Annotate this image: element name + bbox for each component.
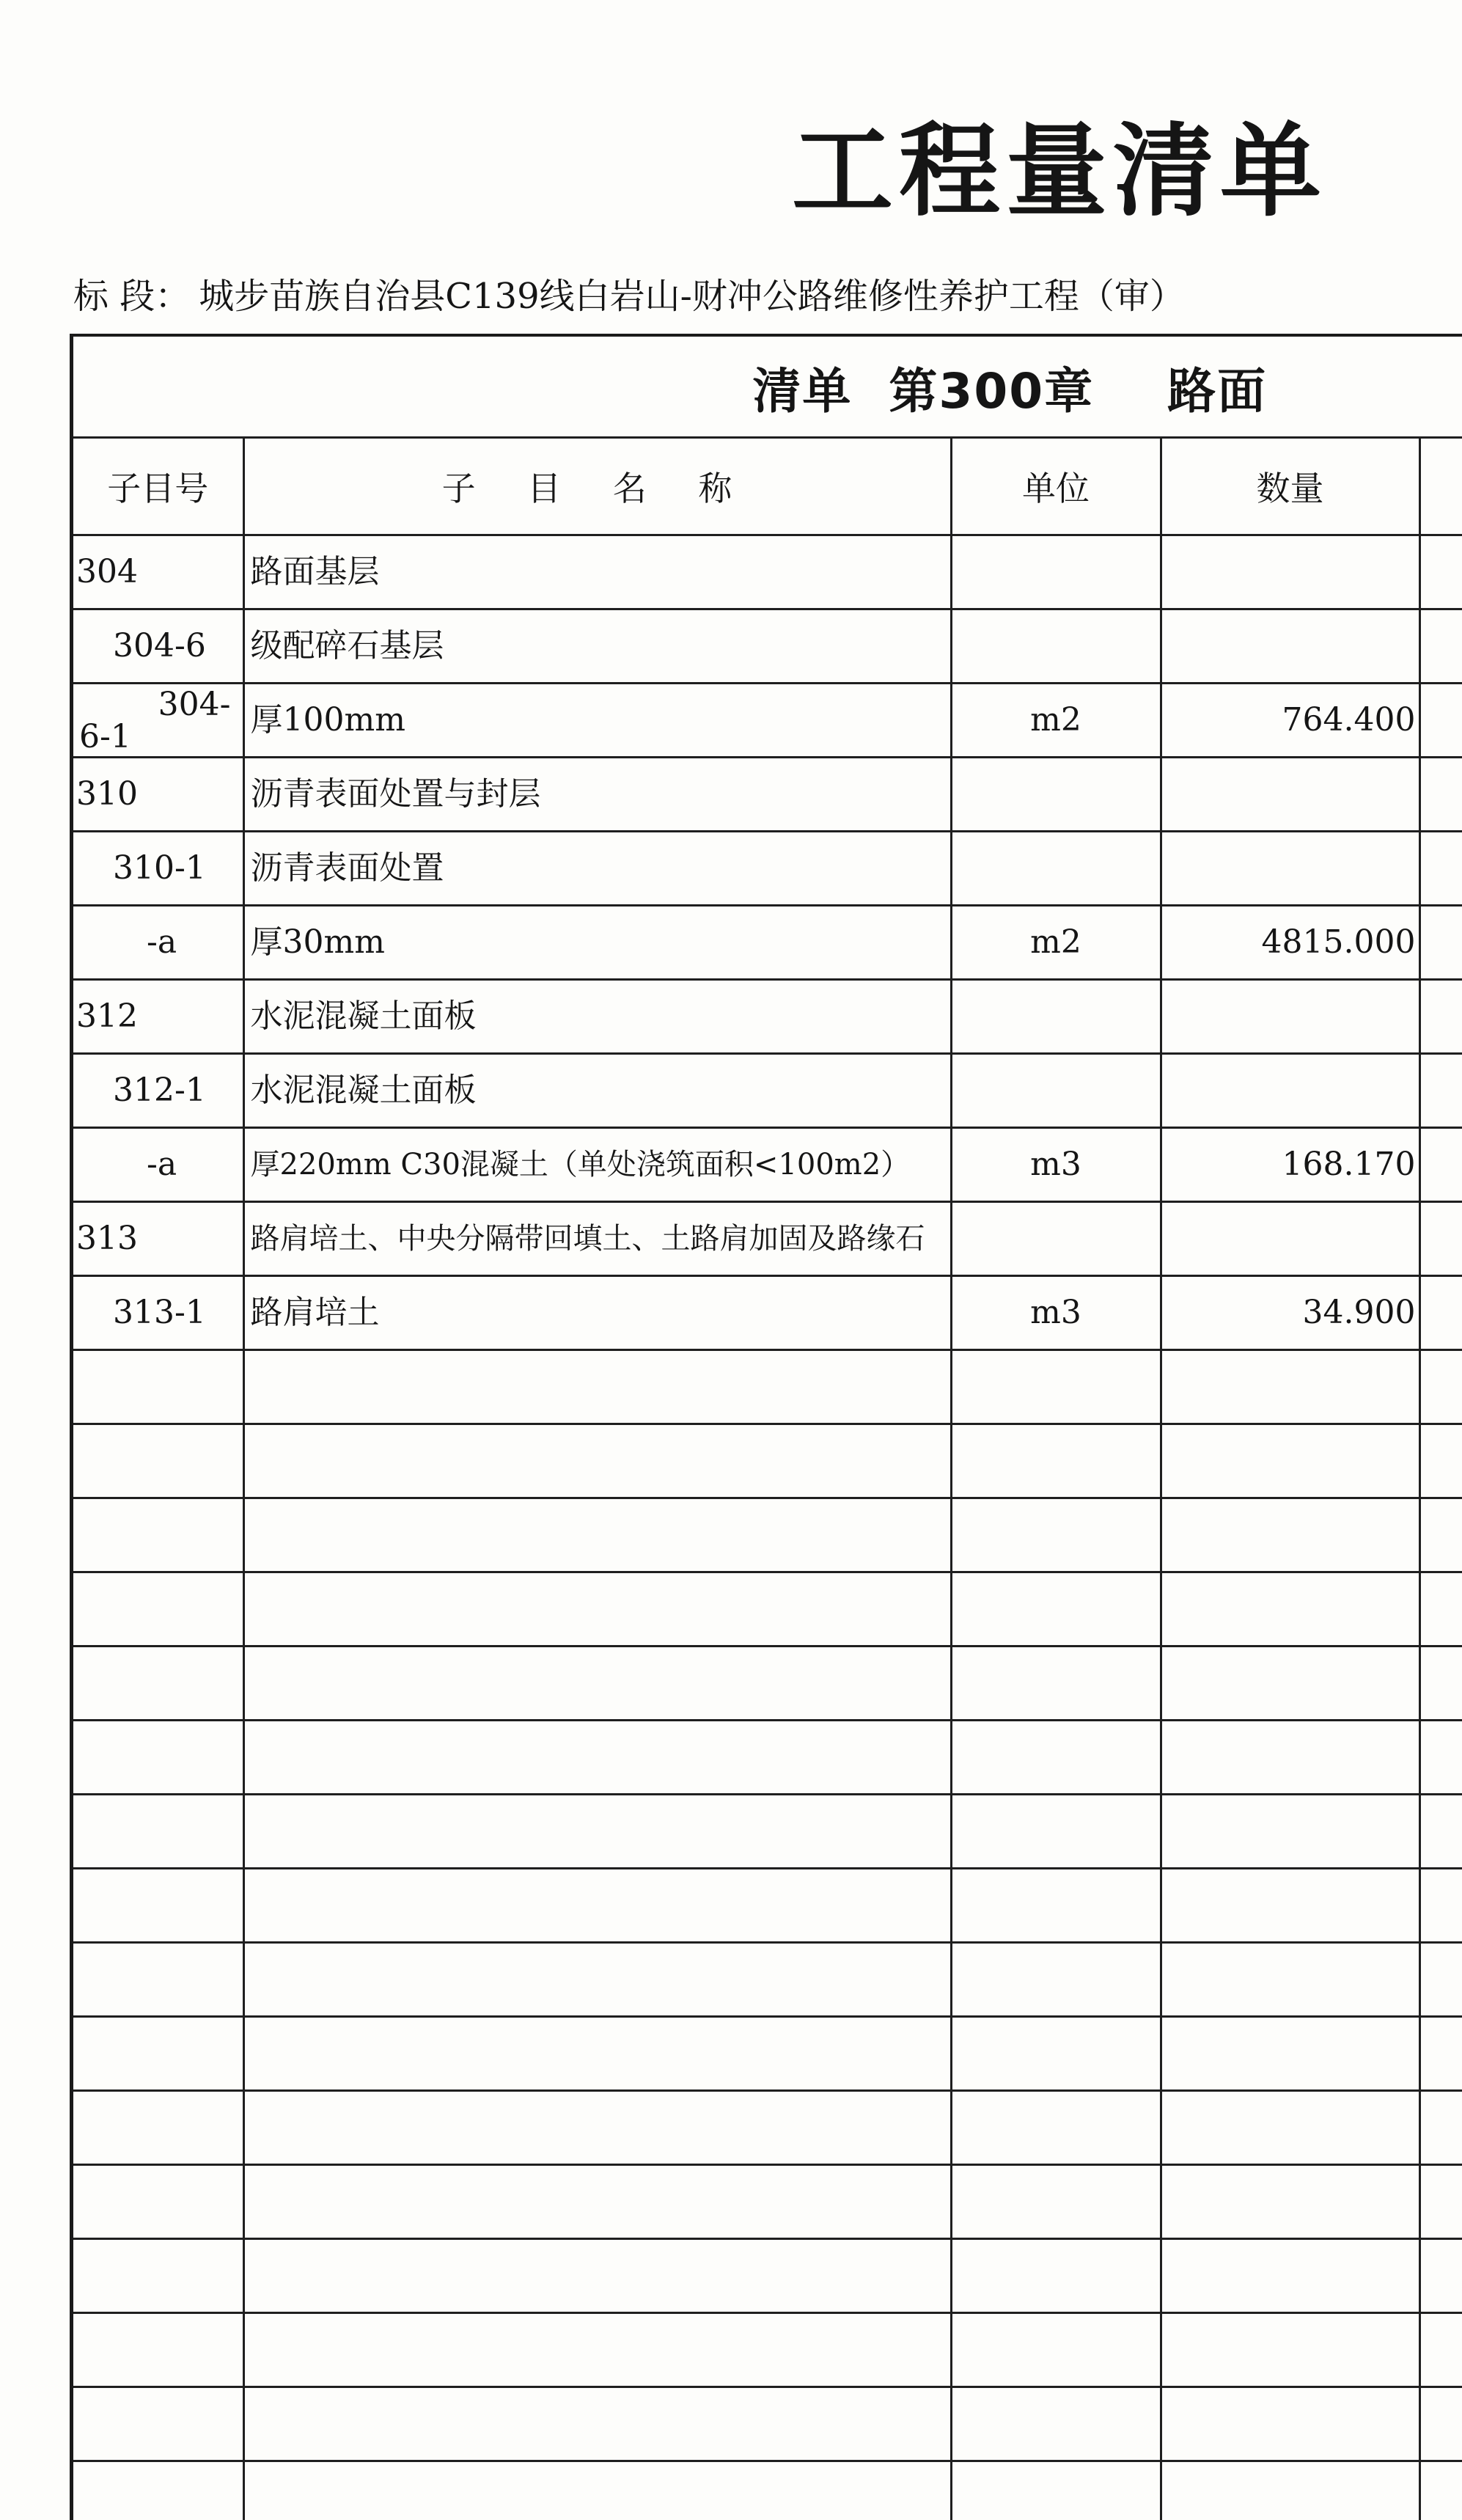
item-extra xyxy=(1419,1202,1462,1276)
empty-cell xyxy=(951,2165,1161,2239)
section-value: 城步苗族自治县C139线白岩山-财冲公路维修性养护工程（审） xyxy=(199,276,1185,317)
item-name: 水泥混凝土面板 xyxy=(243,1054,951,1128)
empty-cell xyxy=(243,1721,951,1795)
table-row xyxy=(73,832,1462,906)
empty-cell xyxy=(243,2313,951,2387)
item-extra xyxy=(1419,758,1462,832)
item-unit xyxy=(951,1054,1161,1128)
item-quantity xyxy=(1161,758,1419,832)
empty-cell xyxy=(951,1721,1161,1795)
item-name: 路肩培土 xyxy=(243,1276,951,1350)
empty-cell xyxy=(73,2017,243,2091)
header-code: 子目号 xyxy=(73,438,243,535)
empty-cell xyxy=(243,1350,951,1424)
item-code: 304-6 xyxy=(73,609,243,684)
empty-cell xyxy=(1419,1869,1462,1943)
empty-cell xyxy=(1161,1424,1419,1498)
item-quantity xyxy=(1161,1054,1419,1128)
empty-cell xyxy=(243,2017,951,2091)
empty-cell xyxy=(1419,1424,1462,1498)
item-name: 路肩培土、中央分隔带回填土、土路肩加固及路缘石 xyxy=(243,1202,951,1276)
item-quantity xyxy=(1161,832,1419,906)
empty-cell xyxy=(951,1869,1161,1943)
header-extra xyxy=(1419,438,1462,535)
item-code: 313-1 xyxy=(73,1276,243,1350)
empty-cell xyxy=(73,2165,243,2239)
item-code xyxy=(73,684,243,758)
empty-cell xyxy=(951,2461,1161,2520)
chapter-row xyxy=(73,337,1462,438)
item-quantity: 34.900 xyxy=(1161,1276,1419,1350)
empty-cell xyxy=(1161,1869,1419,1943)
empty-cell xyxy=(951,2313,1161,2387)
empty-cell xyxy=(1419,2091,1462,2165)
item-name: 沥青表面处置与封层 xyxy=(243,758,951,832)
item-extra xyxy=(1419,832,1462,906)
item-extra xyxy=(1419,906,1462,980)
empty-cell xyxy=(73,1795,243,1869)
header-row xyxy=(73,438,1462,535)
empty-cell xyxy=(1419,1721,1462,1795)
item-name: 厚220mm C30混凝土（单处浇筑面积<100m2） xyxy=(243,1128,951,1202)
empty-row xyxy=(73,2239,1462,2313)
empty-row xyxy=(73,2461,1462,2520)
header-unit: 单位 xyxy=(951,438,1161,535)
empty-cell xyxy=(243,1943,951,2017)
empty-row xyxy=(73,1498,1462,1572)
empty-cell xyxy=(73,1350,243,1424)
empty-cell xyxy=(243,2387,951,2461)
chapter-heading: 清单 第300章 路面 xyxy=(73,337,1462,438)
bill-table xyxy=(73,337,1462,2520)
empty-row xyxy=(73,2313,1462,2387)
empty-cell xyxy=(243,1795,951,1869)
item-unit xyxy=(951,832,1161,906)
empty-cell xyxy=(73,1943,243,2017)
empty-cell xyxy=(1419,1647,1462,1721)
item-name: 路面基层 xyxy=(243,535,951,609)
empty-cell xyxy=(951,1647,1161,1721)
empty-cell xyxy=(1161,2239,1419,2313)
empty-cell xyxy=(1419,2461,1462,2520)
item-code: 313 xyxy=(73,1202,243,1276)
empty-cell xyxy=(1161,2313,1419,2387)
empty-cell xyxy=(951,1424,1161,1498)
item-extra xyxy=(1419,1276,1462,1350)
empty-cell xyxy=(951,1498,1161,1572)
item-quantity xyxy=(1161,980,1419,1054)
table-row xyxy=(73,758,1462,832)
empty-cell xyxy=(951,1943,1161,2017)
item-quantity: 4815.000 xyxy=(1161,906,1419,980)
item-code: 312 xyxy=(73,980,243,1054)
empty-cell xyxy=(73,1498,243,1572)
bill-table-container xyxy=(70,334,1462,2520)
empty-row xyxy=(73,2387,1462,2461)
empty-row xyxy=(73,1721,1462,1795)
table-row xyxy=(73,609,1462,684)
item-name: 沥青表面处置 xyxy=(243,832,951,906)
empty-row xyxy=(73,1943,1462,2017)
empty-rows xyxy=(73,1350,1462,2520)
item-quantity xyxy=(1161,1202,1419,1276)
empty-cell xyxy=(243,1498,951,1572)
item-code-line2: 6-1 xyxy=(79,717,131,755)
empty-cell xyxy=(1161,2091,1419,2165)
section-line xyxy=(73,276,1185,317)
empty-cell xyxy=(1161,1795,1419,1869)
empty-cell xyxy=(1419,2239,1462,2313)
empty-cell xyxy=(73,2387,243,2461)
empty-cell xyxy=(243,1869,951,1943)
empty-cell xyxy=(1161,2017,1419,2091)
table-row xyxy=(73,1054,1462,1128)
empty-row xyxy=(73,1869,1462,1943)
empty-cell xyxy=(1161,2387,1419,2461)
empty-cell xyxy=(1161,1350,1419,1424)
item-quantity xyxy=(1161,535,1419,609)
empty-row xyxy=(73,1647,1462,1721)
item-extra xyxy=(1419,980,1462,1054)
empty-cell xyxy=(1161,1721,1419,1795)
empty-cell xyxy=(951,2017,1161,2091)
empty-cell xyxy=(243,1424,951,1498)
table-row xyxy=(73,1202,1462,1276)
item-code: 310 xyxy=(73,758,243,832)
empty-row xyxy=(73,2017,1462,2091)
item-unit xyxy=(951,1202,1161,1276)
item-name: 厚100mm xyxy=(243,684,951,758)
item-quantity xyxy=(1161,609,1419,684)
empty-cell xyxy=(73,1424,243,1498)
item-code-line1: 304- xyxy=(158,686,231,723)
item-extra xyxy=(1419,1054,1462,1128)
item-unit: m3 xyxy=(951,1276,1161,1350)
table-row xyxy=(73,1276,1462,1350)
item-extra xyxy=(1419,609,1462,684)
empty-cell xyxy=(1419,1350,1462,1424)
empty-cell xyxy=(1161,1647,1419,1721)
section-label: 标 段： xyxy=(73,276,191,317)
empty-cell xyxy=(1161,2461,1419,2520)
header-name: 子 目 名 称 xyxy=(243,438,951,535)
table-row xyxy=(73,684,1462,758)
table-row xyxy=(73,1128,1462,1202)
empty-cell xyxy=(1161,2165,1419,2239)
page-title: 工程量清单 xyxy=(792,112,1328,230)
item-quantity: 764.400 xyxy=(1161,684,1419,758)
item-extra xyxy=(1419,535,1462,609)
empty-cell xyxy=(73,1647,243,1721)
item-name: 级配碎石基层 xyxy=(243,609,951,684)
empty-cell xyxy=(1419,1795,1462,1869)
empty-cell xyxy=(951,1572,1161,1647)
empty-row xyxy=(73,1572,1462,1647)
empty-cell xyxy=(1161,1572,1419,1647)
item-code: 312-1 xyxy=(73,1054,243,1128)
item-name: 厚30mm xyxy=(243,906,951,980)
item-quantity: 168.170 xyxy=(1161,1128,1419,1202)
empty-row xyxy=(73,1424,1462,1498)
empty-cell xyxy=(1419,2387,1462,2461)
empty-cell xyxy=(951,2091,1161,2165)
item-code: 304 xyxy=(73,535,243,609)
empty-cell xyxy=(1419,1498,1462,1572)
table-row xyxy=(73,535,1462,609)
empty-cell xyxy=(1419,1943,1462,2017)
empty-cell xyxy=(1419,2017,1462,2091)
empty-cell xyxy=(1419,1572,1462,1647)
empty-cell xyxy=(1161,1943,1419,2017)
item-unit xyxy=(951,758,1161,832)
empty-cell xyxy=(73,2091,243,2165)
empty-cell xyxy=(951,2387,1161,2461)
empty-cell xyxy=(243,2165,951,2239)
item-unit xyxy=(951,609,1161,684)
item-extra xyxy=(1419,1128,1462,1202)
empty-cell xyxy=(73,2239,243,2313)
empty-cell xyxy=(73,1572,243,1647)
empty-row xyxy=(73,1795,1462,1869)
item-code: -a xyxy=(73,1128,243,1202)
item-unit: m3 xyxy=(951,1128,1161,1202)
table-row xyxy=(73,906,1462,980)
item-unit xyxy=(951,980,1161,1054)
table-row xyxy=(73,980,1462,1054)
item-extra xyxy=(1419,684,1462,758)
empty-cell xyxy=(243,2461,951,2520)
empty-cell xyxy=(951,2239,1161,2313)
header-quantity: 数量 xyxy=(1161,438,1419,535)
empty-cell xyxy=(243,1572,951,1647)
item-unit: m2 xyxy=(951,684,1161,758)
empty-cell xyxy=(1419,2313,1462,2387)
empty-cell xyxy=(243,1647,951,1721)
item-unit: m2 xyxy=(951,906,1161,980)
empty-cell xyxy=(1419,2165,1462,2239)
empty-cell xyxy=(951,1350,1161,1424)
empty-cell xyxy=(1161,1498,1419,1572)
empty-cell xyxy=(73,2313,243,2387)
empty-cell xyxy=(73,2461,243,2520)
item-code: 310-1 xyxy=(73,832,243,906)
empty-row xyxy=(73,1350,1462,1424)
empty-cell xyxy=(951,1795,1161,1869)
item-unit xyxy=(951,535,1161,609)
empty-cell xyxy=(73,1869,243,1943)
empty-cell xyxy=(73,1721,243,1795)
empty-cell xyxy=(243,2239,951,2313)
empty-cell xyxy=(243,2091,951,2165)
empty-row xyxy=(73,2165,1462,2239)
item-code: -a xyxy=(73,906,243,980)
item-name: 水泥混凝土面板 xyxy=(243,980,951,1054)
empty-row xyxy=(73,2091,1462,2165)
